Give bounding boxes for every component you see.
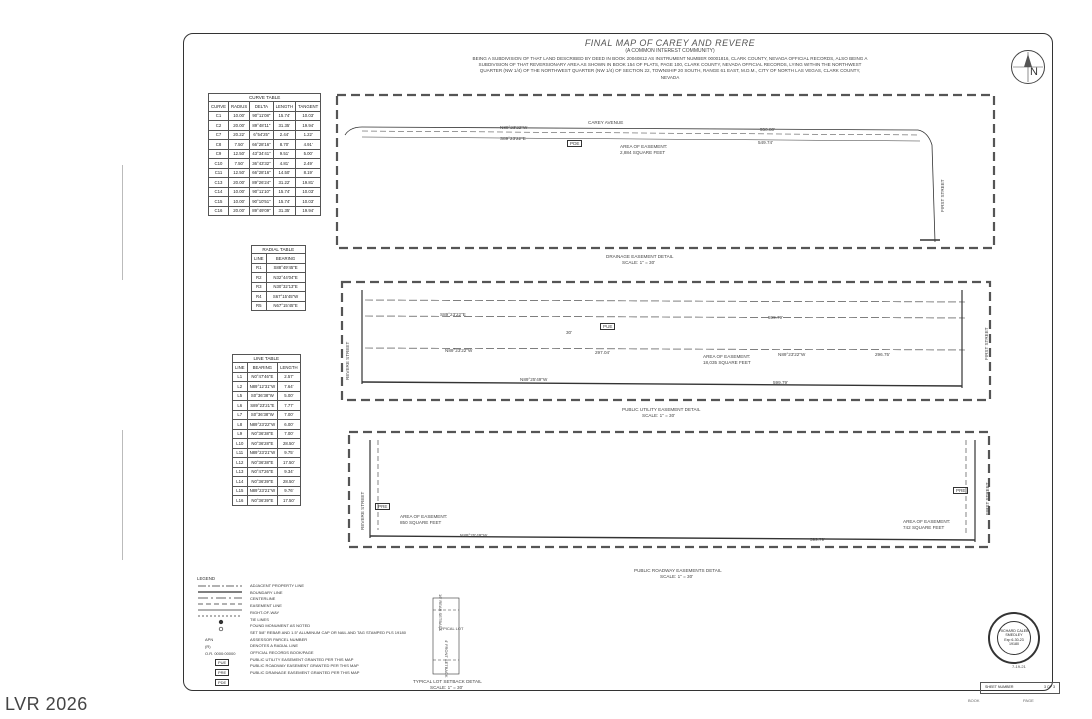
table-cell: N0°47'26"E bbox=[247, 467, 278, 477]
table-cell: 20.00' bbox=[228, 206, 249, 216]
table-cell: 7.00' bbox=[278, 429, 300, 439]
table-cell: 90°10'51" bbox=[250, 197, 273, 207]
table-cell: N0°36'28"E bbox=[247, 439, 278, 449]
table-cell: 1.22' bbox=[296, 130, 321, 140]
street-name: REVERE STREET bbox=[360, 491, 365, 530]
table-cell: 43°34'41" bbox=[250, 149, 273, 159]
table-cell: 19.81' bbox=[296, 178, 321, 188]
table-cell: C8 bbox=[209, 140, 229, 150]
table-cell: 19.94' bbox=[296, 206, 321, 216]
street-name: CAREY AVENUE bbox=[588, 120, 624, 125]
table-cell: 4.81' bbox=[273, 159, 295, 169]
bearing-label: S89°23'22"E bbox=[500, 136, 526, 141]
table-cell: 31.35' bbox=[273, 121, 295, 131]
table-cell: 20.00' bbox=[228, 121, 249, 131]
area-label: AREA OF EASEMENT: bbox=[620, 144, 668, 149]
bearing-label: S89°23'22"E bbox=[440, 312, 466, 317]
table-cell: 4.91' bbox=[296, 140, 321, 150]
setback-rear: 16' REAR SETBACK bbox=[438, 594, 443, 632]
sheet-number-value: 3 OF 3 bbox=[1044, 685, 1055, 689]
table-cell: N67°15'45"E bbox=[266, 301, 305, 311]
table-cell: 2.49' bbox=[296, 159, 321, 169]
table-cell: C15 bbox=[209, 197, 229, 207]
table-cell: N32°44'04"E bbox=[266, 273, 305, 283]
table-cell: C16 bbox=[209, 206, 229, 216]
svg-text:N: N bbox=[1030, 66, 1038, 78]
area-value: 18,035 SQUARE FEET bbox=[703, 360, 751, 365]
table-cell: 89°48'11" bbox=[250, 121, 273, 131]
street-name: FIRST STREET bbox=[984, 327, 989, 360]
legend-symbol: O.R. 0000:00000 bbox=[205, 651, 236, 656]
legend-item: OFFICIAL RECORDS BOOK/PAGE bbox=[250, 650, 314, 655]
table-cell: 20.22' bbox=[228, 130, 249, 140]
table-cell: N30°32'13"E bbox=[266, 282, 305, 292]
table-cell: 9.34' bbox=[278, 467, 300, 477]
table-cell: C13 bbox=[209, 178, 229, 188]
table-cell: R2 bbox=[252, 273, 267, 283]
bearing-label: N89°25'49"W bbox=[520, 377, 548, 382]
table-cell: L9 bbox=[233, 429, 248, 439]
distance-label: 297.04' bbox=[595, 350, 610, 355]
bearing-label: N89°23'22"W bbox=[445, 348, 473, 353]
table-cell: 10.00' bbox=[228, 111, 249, 121]
table-header: BEARING bbox=[266, 254, 305, 264]
table-header: BEARING bbox=[247, 363, 278, 373]
seal-date: 7-19-21 bbox=[1012, 664, 1026, 669]
table-cell: R5 bbox=[252, 301, 267, 311]
table-cell: N0°47'46"E bbox=[247, 372, 278, 382]
legend-item: CENTERLINE bbox=[250, 596, 276, 602]
table-cell: 17.50' bbox=[278, 458, 300, 468]
table-cell: R3 bbox=[252, 282, 267, 292]
legend-symbol: PRE bbox=[215, 669, 229, 676]
table-cell: L6 bbox=[233, 401, 248, 411]
setback-lot-label: TYPICAL LOT bbox=[438, 626, 464, 631]
legend-item: FOUND MONUMENT AS NOTED bbox=[250, 623, 311, 629]
table-cell: 14.50' bbox=[273, 168, 295, 178]
table-cell: 8.19' bbox=[296, 168, 321, 178]
footer-book: BOOK bbox=[968, 698, 980, 703]
table-cell: 66°28'16" bbox=[250, 140, 273, 150]
detail-caption: PUBLIC UTILITY EASEMENT DETAIL bbox=[622, 407, 701, 412]
table-cell: C1 bbox=[209, 111, 229, 121]
table-cell: S88°49'45"E bbox=[266, 263, 305, 273]
table-cell: L16 bbox=[233, 496, 248, 506]
table-cell: 7.50' bbox=[228, 159, 249, 169]
radial-table-title: RADIAL TABLE bbox=[251, 245, 306, 253]
roadway-detail-lines bbox=[370, 440, 975, 542]
legend-item: SET 5/8" REBAR AND 1.5" ALUMINUM CAP OR NAIL AND TAG STAMPED PLS 19180 bbox=[250, 629, 406, 635]
table-header: LENGTH bbox=[273, 102, 295, 112]
table-cell: N0°36'38"E bbox=[247, 429, 278, 439]
legend-item: ADJACENT PROPERTY LINE bbox=[250, 583, 305, 588]
table-cell: N0°36'38"E bbox=[247, 458, 278, 468]
table-cell: C9 bbox=[209, 149, 229, 159]
table-cell: 7.77' bbox=[278, 401, 300, 411]
sheet-number-label: SHEET NUMBER bbox=[985, 685, 1014, 689]
distance-label: 599.79' bbox=[810, 537, 825, 542]
detail-scale: SCALE: 1" = 30' bbox=[430, 685, 464, 690]
table-cell: S0°36'38"W bbox=[247, 391, 278, 401]
table-cell: N89°23'21"W bbox=[247, 448, 278, 458]
watermark: LVR 2026 bbox=[5, 694, 88, 714]
legend-item: EASEMENT LINE bbox=[250, 603, 282, 609]
bearing-label: N89°25'49"W bbox=[460, 533, 488, 538]
table-header: RADIUS bbox=[228, 102, 249, 112]
table-cell: 8.70' bbox=[273, 140, 295, 150]
table-cell: 12.50' bbox=[228, 149, 249, 159]
area-label: AREA OF EASEMENT: bbox=[703, 354, 751, 359]
sheet-number-box bbox=[980, 682, 1060, 694]
footer-page: PAGE bbox=[1023, 698, 1034, 703]
table-cell: 10.03' bbox=[296, 111, 321, 121]
table-cell: C7 bbox=[209, 130, 229, 140]
table-cell: 10.00' bbox=[228, 197, 249, 207]
table-cell: S67°15'45"W bbox=[266, 292, 305, 302]
table-cell: L13 bbox=[233, 467, 248, 477]
table-cell: 36°43'32" bbox=[250, 159, 273, 169]
table-cell: L15 bbox=[233, 486, 248, 496]
pre-badge: PRE bbox=[375, 503, 390, 510]
detail-caption: DRAINAGE EASEMENT DETAIL bbox=[606, 254, 674, 259]
table-cell: N0°36'39"E bbox=[247, 496, 278, 506]
table-cell: 28.50' bbox=[278, 477, 300, 487]
table-cell: N89°23'22"W bbox=[247, 420, 278, 430]
table-cell: 5.00' bbox=[296, 149, 321, 159]
table-cell: 89°26'24" bbox=[250, 178, 273, 188]
detail-caption: PUBLIC ROADWAY EASEMENTS DETAIL bbox=[634, 568, 722, 573]
map-title: FINAL MAP OF CAREY AND REVERE bbox=[584, 38, 756, 48]
table-cell: L10 bbox=[233, 439, 248, 449]
legend-symbol-lines bbox=[198, 586, 242, 631]
table-cell: 6°54'25" bbox=[250, 130, 273, 140]
table-cell: 15.74' bbox=[273, 197, 295, 207]
table-cell: 9.76' bbox=[278, 486, 300, 496]
legend-item: PUBLIC ROADWAY EASEMENT GRANTED PER THIS MAP bbox=[250, 663, 359, 669]
map-subtitle: (A COMMON INTEREST COMMUNITY) bbox=[625, 48, 715, 54]
table-cell: 15.74' bbox=[273, 187, 295, 197]
detail-scale: SCALE: 1" = 30' bbox=[642, 413, 676, 418]
table-cell: L7 bbox=[233, 410, 248, 420]
table-cell: 9.51' bbox=[273, 149, 295, 159]
distance-label: 296.75' bbox=[875, 352, 890, 357]
table-cell: L2 bbox=[233, 382, 248, 392]
area-label: AREA OF EASEMENT: bbox=[400, 514, 448, 519]
table-cell: 31.35' bbox=[273, 206, 295, 216]
distance-label: 550.80' bbox=[760, 127, 775, 132]
legend-item: BOUNDARY LINE bbox=[250, 589, 283, 595]
table-cell: C10 bbox=[209, 159, 229, 169]
table-cell: 10.03' bbox=[296, 187, 321, 197]
legend-symbol: APN bbox=[205, 637, 214, 642]
table-cell: 9.75' bbox=[278, 448, 300, 458]
table-cell: 17.50' bbox=[278, 496, 300, 506]
table-cell: N0°36'39"E bbox=[247, 477, 278, 487]
table-cell: L1 bbox=[233, 372, 248, 382]
utility-detail-lines bbox=[362, 290, 965, 388]
roadway-detail-frame bbox=[349, 432, 989, 547]
table-cell: 6.00' bbox=[278, 420, 300, 430]
legend-item: DENOTES A RADIAL LINE bbox=[250, 643, 299, 649]
area-value: 742 SQUARE FEET bbox=[903, 525, 945, 530]
table-cell: 2.44' bbox=[273, 130, 295, 140]
legend-item: PUBLIC DRAINAGE EASEMENT GRANTED PER THIS MAP bbox=[250, 670, 360, 676]
area-value: 850 SQUARE FEET bbox=[400, 520, 442, 525]
table-cell: 12.50' bbox=[228, 168, 249, 178]
map-description: BEING A SUBDIVISION OF THAT LAND DESCRIBED BY DEED IN BOOK 20040812 AS INSTRUMENT NUMBER 00001816, CLARK COUNTY, NEVADA OFFICIAL RECORDS, ALSO BEING A SUBDIVISION OF THAT REVERSIONARY AREA AS SHOWN IN BOOK 154 OF PLATS, PAGE 100, CLARK COUNTY, NEVADA OFFICIAL RECORDS, LYING WITHIN THE NORTHWEST QUARTER (NW 1/4) OF THE NORTHWEST QUARTER (NW 1/4) OF SECTION 22, TOWNSHIP 20 SOUTH, RANGE 61 EAST, M.D.M., CITY OF NORTH LAS VEGAS, CLARK COUNTY, NEVADA bbox=[472, 56, 868, 80]
table-cell: L5 bbox=[233, 391, 248, 401]
table-cell: L12 bbox=[233, 458, 248, 468]
legend-symbol: (R) bbox=[205, 644, 211, 649]
distance-label: 599.79' bbox=[768, 315, 783, 320]
table-cell: 28.50' bbox=[278, 439, 300, 449]
legend-item: ASSESSOR PARCEL NUMBER bbox=[250, 636, 308, 642]
table-header: TANGENT bbox=[296, 102, 321, 112]
table-cell: L11 bbox=[233, 448, 248, 458]
table-cell: 90°11'08" bbox=[250, 111, 273, 121]
detail-scale: SCALE: 1" = 30' bbox=[622, 260, 656, 265]
legend-item: TIE LINES bbox=[250, 616, 269, 622]
table-cell: 5.00' bbox=[278, 391, 300, 401]
table-cell: C11 bbox=[209, 168, 229, 178]
table-cell: R4 bbox=[252, 292, 267, 302]
pue-badge: PUE bbox=[600, 323, 615, 330]
table-cell: C2 bbox=[209, 121, 229, 131]
table-cell: N89°12'31"W bbox=[247, 382, 278, 392]
drainage-detail-frame bbox=[337, 95, 994, 248]
table-cell: S89°23'21"E bbox=[247, 401, 278, 411]
seal-center bbox=[997, 621, 1031, 655]
table-cell: 31.22' bbox=[273, 178, 295, 188]
table-cell: 10.03' bbox=[296, 197, 321, 207]
table-cell: 90°11'10" bbox=[250, 187, 273, 197]
table-cell: 2.57' bbox=[278, 372, 300, 382]
table-cell: L8 bbox=[233, 420, 248, 430]
table-cell: N89°23'21"W bbox=[247, 486, 278, 496]
legend-symbol: PDE bbox=[215, 679, 229, 686]
detail-scale: SCALE: 1" = 30' bbox=[660, 574, 694, 579]
table-cell: 20.00' bbox=[228, 178, 249, 188]
detail-caption: TYPICAL LOT SETBACK DETAIL bbox=[413, 679, 482, 684]
pde-badge: PDE bbox=[567, 140, 582, 147]
area-label: AREA OF EASEMENT: bbox=[903, 519, 951, 524]
pre-badge: PRE bbox=[953, 487, 968, 494]
street-name: REVERE STREET bbox=[345, 341, 350, 380]
street-name: FIRST STREET bbox=[985, 482, 990, 515]
table-cell: 7.64' bbox=[278, 382, 300, 392]
table-cell: 89°49'09" bbox=[250, 206, 273, 216]
seal-name: RICHARD CALEB SMEDLEY bbox=[999, 629, 1029, 638]
street-name: FIRST STREET bbox=[940, 179, 945, 212]
seal-number: 19180 bbox=[1009, 642, 1019, 647]
table-cell: 66°28'16" bbox=[250, 168, 273, 178]
area-value: 2,884 SQUARE FEET bbox=[620, 150, 666, 155]
table-header: DELTA bbox=[250, 102, 273, 112]
distance-label: 549.74' bbox=[758, 140, 773, 145]
legend-item: PUBLIC UTILITY EASEMENT GRANTED PER THIS MAP bbox=[250, 656, 354, 662]
curve-table-title: CURVE TABLE bbox=[208, 93, 321, 101]
table-cell: 7.00' bbox=[278, 410, 300, 420]
table-cell: 7.50' bbox=[228, 140, 249, 150]
table-cell: 10.00' bbox=[228, 187, 249, 197]
bearing-label: N89°23'22"W bbox=[500, 125, 528, 130]
bearing-label: N89°23'22"W bbox=[778, 352, 806, 357]
legend-symbol: PUE bbox=[215, 659, 229, 666]
table-cell: 15.74' bbox=[273, 111, 295, 121]
table-header: CURVE bbox=[209, 102, 229, 112]
table-header: LENGTH bbox=[278, 363, 300, 373]
setback-front: 4' FRONT SETBACK bbox=[444, 640, 449, 678]
width-label: 30' bbox=[566, 330, 572, 335]
table-cell: C14 bbox=[209, 187, 229, 197]
table-cell: R1 bbox=[252, 263, 267, 273]
surveyor-seal bbox=[988, 612, 1040, 664]
table-cell: L14 bbox=[233, 477, 248, 487]
distance-label: 599.79' bbox=[773, 380, 788, 385]
table-header: LINE bbox=[252, 254, 267, 264]
legend-title: LEGEND bbox=[197, 576, 216, 581]
table-cell: S0°36'38"W bbox=[247, 410, 278, 420]
line-table-title: LINE TABLE bbox=[232, 354, 301, 362]
seal-exp: Exp 6-30-23 bbox=[1004, 637, 1024, 642]
legend-item: RIGHT-OF-WAY bbox=[250, 609, 280, 615]
table-cell: 19.94' bbox=[296, 121, 321, 131]
table-header: LINE bbox=[233, 363, 248, 373]
